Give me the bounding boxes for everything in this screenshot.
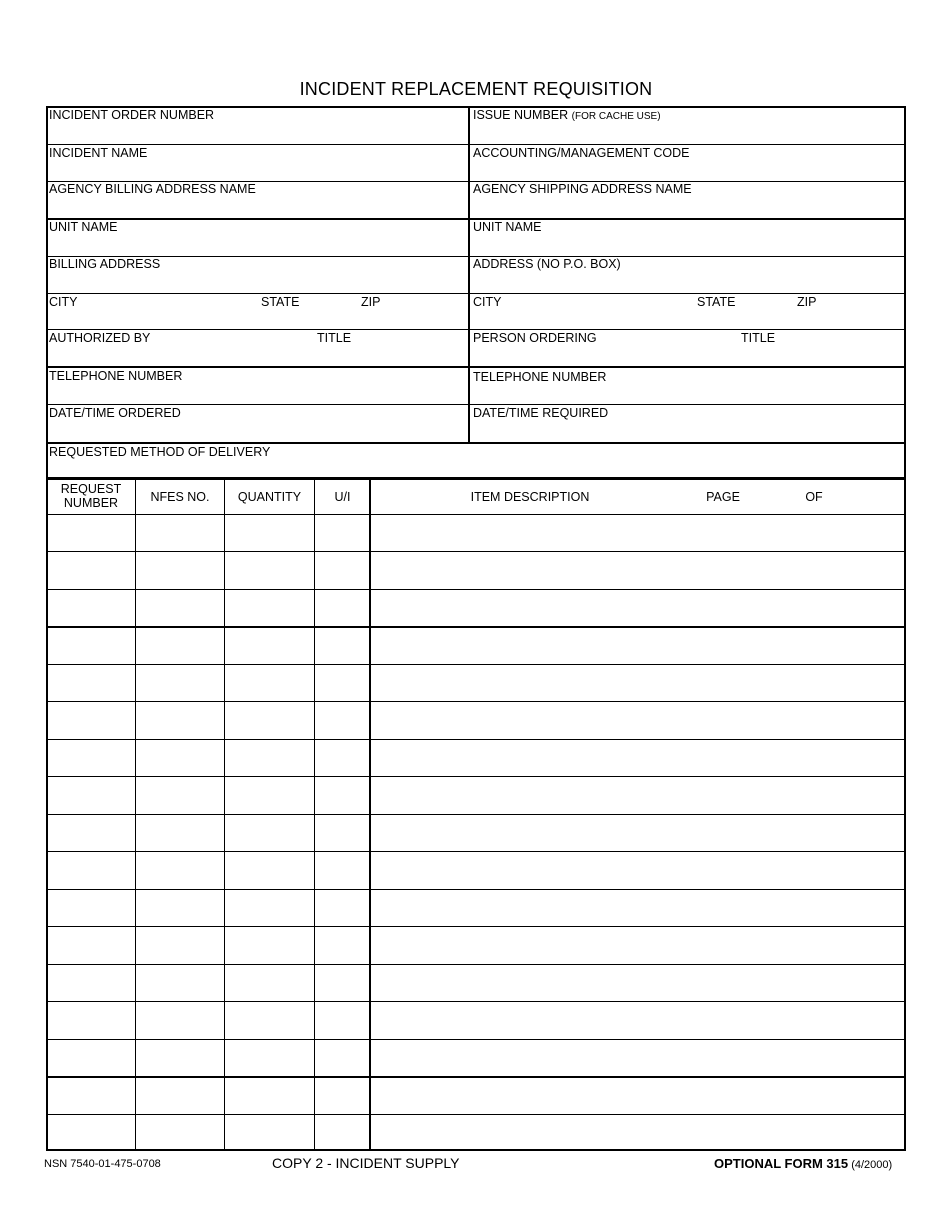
form-identifier bbox=[714, 1156, 892, 1171]
col-item-description: ITEM DESCRIPTION bbox=[470, 490, 590, 504]
table-row[interactable] bbox=[46, 515, 906, 550]
col-page: PAGE bbox=[706, 490, 740, 504]
copy-label: COPY 2 - INCIDENT SUPPLY bbox=[272, 1155, 460, 1171]
table-row[interactable] bbox=[46, 740, 906, 775]
divider bbox=[46, 293, 906, 294]
table-row[interactable] bbox=[46, 890, 906, 925]
shipping-address-field[interactable]: ADDRESS (NO P.O. BOX) bbox=[473, 257, 621, 271]
divider bbox=[46, 144, 906, 145]
table-row[interactable] bbox=[46, 1040, 906, 1075]
datetime-ordered-field[interactable]: DATE/TIME ORDERED bbox=[49, 406, 181, 420]
form-title: INCIDENT REPLACEMENT REQUISITION bbox=[299, 79, 653, 99]
agency-shipping-name-field[interactable]: AGENCY SHIPPING ADDRESS NAME bbox=[473, 182, 692, 196]
table-row[interactable] bbox=[46, 1077, 906, 1112]
divider bbox=[46, 366, 906, 368]
table-row[interactable] bbox=[46, 665, 906, 700]
person-ordering-field[interactable]: PERSON ORDERING bbox=[473, 331, 597, 345]
col-request-number: REQUEST NUMBER bbox=[60, 482, 122, 510]
table-row[interactable] bbox=[46, 702, 906, 737]
divider bbox=[46, 442, 906, 444]
billing-zip-field[interactable]: ZIP bbox=[361, 295, 381, 309]
incident-order-number-field[interactable]: INCIDENT ORDER NUMBER bbox=[49, 108, 215, 122]
shipping-state-field[interactable]: STATE bbox=[697, 295, 736, 309]
table-row[interactable] bbox=[46, 777, 906, 812]
table-row[interactable] bbox=[46, 852, 906, 887]
divider bbox=[46, 404, 906, 405]
table-row[interactable] bbox=[46, 965, 906, 1000]
billing-telephone-field[interactable]: TELEPHONE NUMBER bbox=[49, 369, 183, 383]
col-nfes-no: NFES NO. bbox=[150, 490, 210, 504]
col-of: OF bbox=[805, 490, 823, 504]
divider bbox=[468, 106, 470, 443]
col-ui: U/I bbox=[334, 490, 351, 504]
authorized-title-field[interactable]: TITLE bbox=[317, 331, 352, 345]
issue-number-note: (FOR CACHE USE) bbox=[571, 111, 661, 122]
table-row[interactable] bbox=[46, 1002, 906, 1037]
issue-number-field[interactable] bbox=[473, 108, 661, 124]
shipping-telephone-field[interactable]: TELEPHONE NUMBER bbox=[473, 370, 607, 384]
accounting-code-field[interactable]: ACCOUNTING/MANAGEMENT CODE bbox=[473, 146, 690, 160]
datetime-required-field[interactable]: DATE/TIME REQUIRED bbox=[473, 406, 609, 420]
shipping-city-field[interactable]: CITY bbox=[473, 295, 502, 309]
form-name: OPTIONAL FORM 315 bbox=[714, 1156, 849, 1171]
billing-unit-name-field[interactable]: UNIT NAME bbox=[49, 220, 118, 234]
table-row[interactable] bbox=[46, 815, 906, 850]
ordering-title-field[interactable]: TITLE bbox=[741, 331, 776, 345]
shipping-unit-name-field[interactable]: UNIT NAME bbox=[473, 220, 542, 234]
issue-number-label: ISSUE NUMBER bbox=[473, 108, 569, 122]
form-date: (4/2000) bbox=[851, 1159, 893, 1171]
billing-state-field[interactable]: STATE bbox=[261, 295, 300, 309]
incident-name-field[interactable]: INCIDENT NAME bbox=[49, 146, 148, 160]
shipping-zip-field[interactable]: ZIP bbox=[797, 295, 817, 309]
billing-city-field[interactable]: CITY bbox=[49, 295, 78, 309]
table-row[interactable] bbox=[46, 627, 906, 662]
billing-address-field[interactable]: BILLING ADDRESS bbox=[49, 257, 161, 271]
agency-billing-name-field[interactable]: AGENCY BILLING ADDRESS NAME bbox=[49, 182, 256, 196]
table-row[interactable] bbox=[46, 1115, 906, 1150]
authorized-by-field[interactable]: AUTHORIZED BY bbox=[49, 331, 151, 345]
delivery-method-field[interactable]: REQUESTED METHOD OF DELIVERY bbox=[49, 445, 271, 459]
col-quantity: QUANTITY bbox=[237, 490, 302, 504]
table-row[interactable] bbox=[46, 590, 906, 625]
nsn-number: NSN 7540-01-475-0708 bbox=[44, 1158, 161, 1170]
divider bbox=[46, 329, 906, 330]
table-row[interactable] bbox=[46, 927, 906, 962]
table-row[interactable] bbox=[46, 552, 906, 587]
